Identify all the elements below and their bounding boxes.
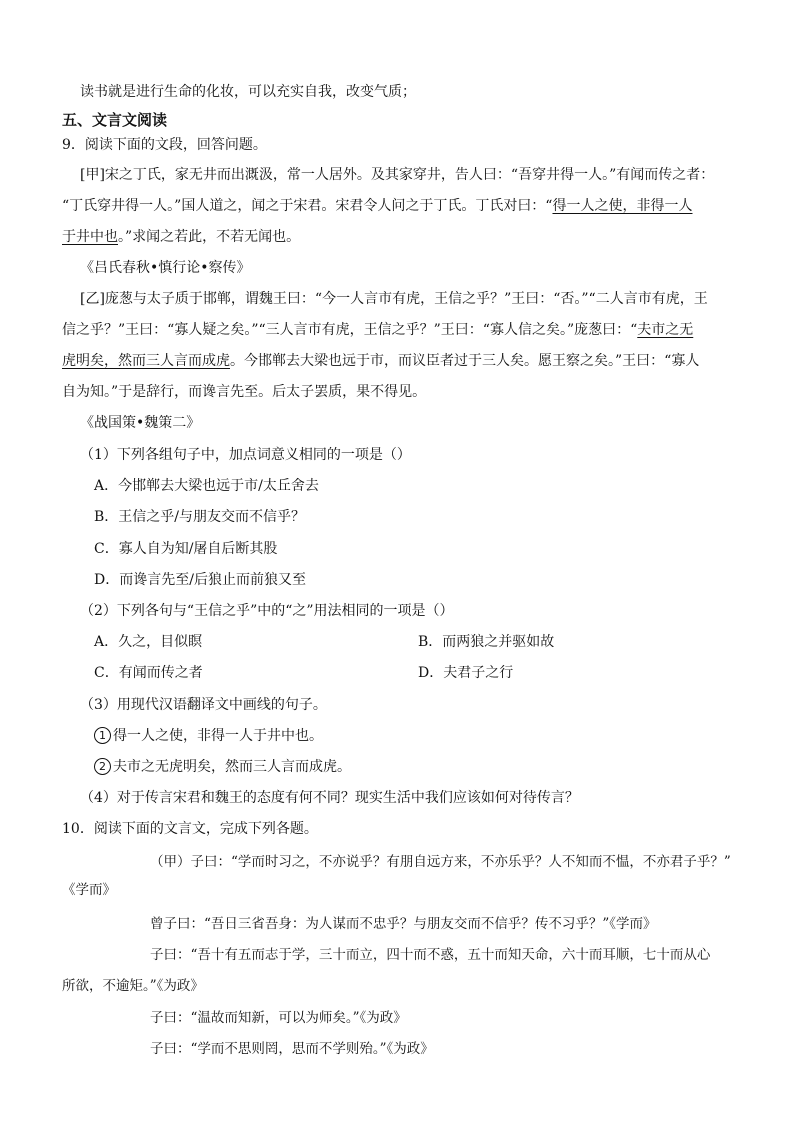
- passage-yi-line-4: 自为知。”于是辞行，而谗言先至。后太子罢质，果不得见。: [62, 384, 427, 400]
- sub-question-1: （1）下列各组句子中，加点词意义相同的一项是（）: [80, 447, 411, 463]
- passage-text: 信之乎？”王曰：“寡人疑之矣。”“三人言市有虎，王信之乎？”王曰：“寡人信之矣。”庞葱曰：“: [62, 322, 638, 338]
- underlined-sentence-2a: 夫市之无: [637, 322, 694, 338]
- passage-jia-line-2: [62, 196, 692, 216]
- option-2a: A．久之，目似瞑: [94, 634, 203, 650]
- sub-question-3: （3）用现代汉语翻译文中画线的句子。: [80, 697, 327, 713]
- passage-yi-source: 《战国策•魏策二》: [80, 415, 201, 431]
- section-title: 五、文言文阅读: [62, 111, 168, 129]
- analects-p3-line-1: 子曰：“吾十有五而志于学，三十而立，四十而不惑，五十而知天命，六十而耳顺，七十而从心: [150, 947, 711, 963]
- underlined-sentence-1b: 于井中也: [62, 229, 118, 245]
- intro-line: 读书就是进行生命的化妆，可以充实自我，改变气质；: [80, 84, 416, 100]
- translate-text: 得一人之使，非得一人于井中也。: [113, 728, 323, 744]
- analects-p1-line-2: 《学而》: [62, 882, 116, 898]
- circled-number: 2: [94, 758, 111, 775]
- question-10-stem: 10．阅读下面的文言文，完成下列各题。: [62, 821, 318, 837]
- passage-text: 。”求闻之若此，不若无闻也。: [118, 229, 301, 245]
- underlined-sentence-2b: 虎明矣，然而三人言而成虎: [62, 353, 230, 369]
- sub-question-4: （4）对于传言宋君和魏王的态度有何不同？现实生活中我们应该如何对待传言？: [80, 790, 579, 806]
- passage-jia-line-3: [62, 227, 300, 247]
- underlined-sentence-1a: 得一人之使，非得一人: [552, 198, 693, 214]
- passage-jia-source: 《吕氏春秋•慎行论•察传》: [80, 260, 251, 276]
- analects-p1-line-1: （甲）子曰：“学而时习之，不亦说乎？有朋自远方来，不亦乐乎？人不知而不愠，不亦君子乎？”: [150, 854, 731, 870]
- option-2d: D．夫君子之行: [418, 665, 514, 681]
- analects-p2: 曾子曰：“吾日三省吾身：为人谋而不忠乎？与朋友交而不信乎？传不习乎？”《学而》: [150, 916, 657, 932]
- passage-text: “丁氏穿井得一人。”国人道之，闻之于宋君。宋君令人问之于丁氏。丁氏对曰：“: [62, 198, 553, 214]
- passage-yi-line-3: [62, 351, 699, 371]
- option-1c: C．寡人自为知/屠自后断其股: [94, 541, 278, 557]
- translate-item-1: [94, 726, 323, 746]
- analects-p4: 子曰：“温故而知新，可以为师矣。”《为政》: [150, 1010, 407, 1026]
- option-2c: C．有闻而传之者: [94, 665, 203, 681]
- option-1b: B．王信之乎/与朋友交而不信乎？: [94, 509, 306, 525]
- option-1a: A．今邯郸去大梁也远于市/太丘舍去: [94, 478, 319, 494]
- passage-text: 。今邯郸去大梁也远于市，而议臣者过于三人矣。愿王察之矣。”王曰：“寡人: [230, 353, 700, 369]
- passage-yi-line-2: [62, 320, 693, 340]
- translate-item-2: [94, 757, 351, 777]
- passage-jia-line-1: [甲]宋之丁氏，家无井而出溉汲，常一人居外。及其家穿井，告人曰：“吾穿井得一人。”有闻而传之者：: [80, 167, 715, 183]
- option-1d: D．而谗言先至/后狼止而前狼又至: [94, 572, 306, 588]
- option-2b: B．而两狼之并驱如故: [418, 634, 555, 650]
- sub-question-2: （2）下列各句与“王信之乎”中的“之”用法相同的一项是（）: [80, 603, 454, 619]
- analects-p5: 子曰：“学而不思则罔，思而不学则殆。”《为政》: [150, 1041, 434, 1057]
- circled-number: 1: [94, 727, 111, 744]
- question-9-stem: 9．阅读下面的文段，回答问题。: [62, 137, 267, 153]
- translate-text: 夫市之无虎明矣，然而三人言而成虎。: [113, 759, 351, 775]
- analects-p3-line-2: 所欲，不逾矩。”《为政》: [62, 978, 204, 994]
- passage-yi-line-1: [乙]庞葱与太子质于邯郸，谓魏王曰：“今一人言市有虎，王信之乎？”王曰：“否。”“二人言市有虎，王: [80, 291, 708, 307]
